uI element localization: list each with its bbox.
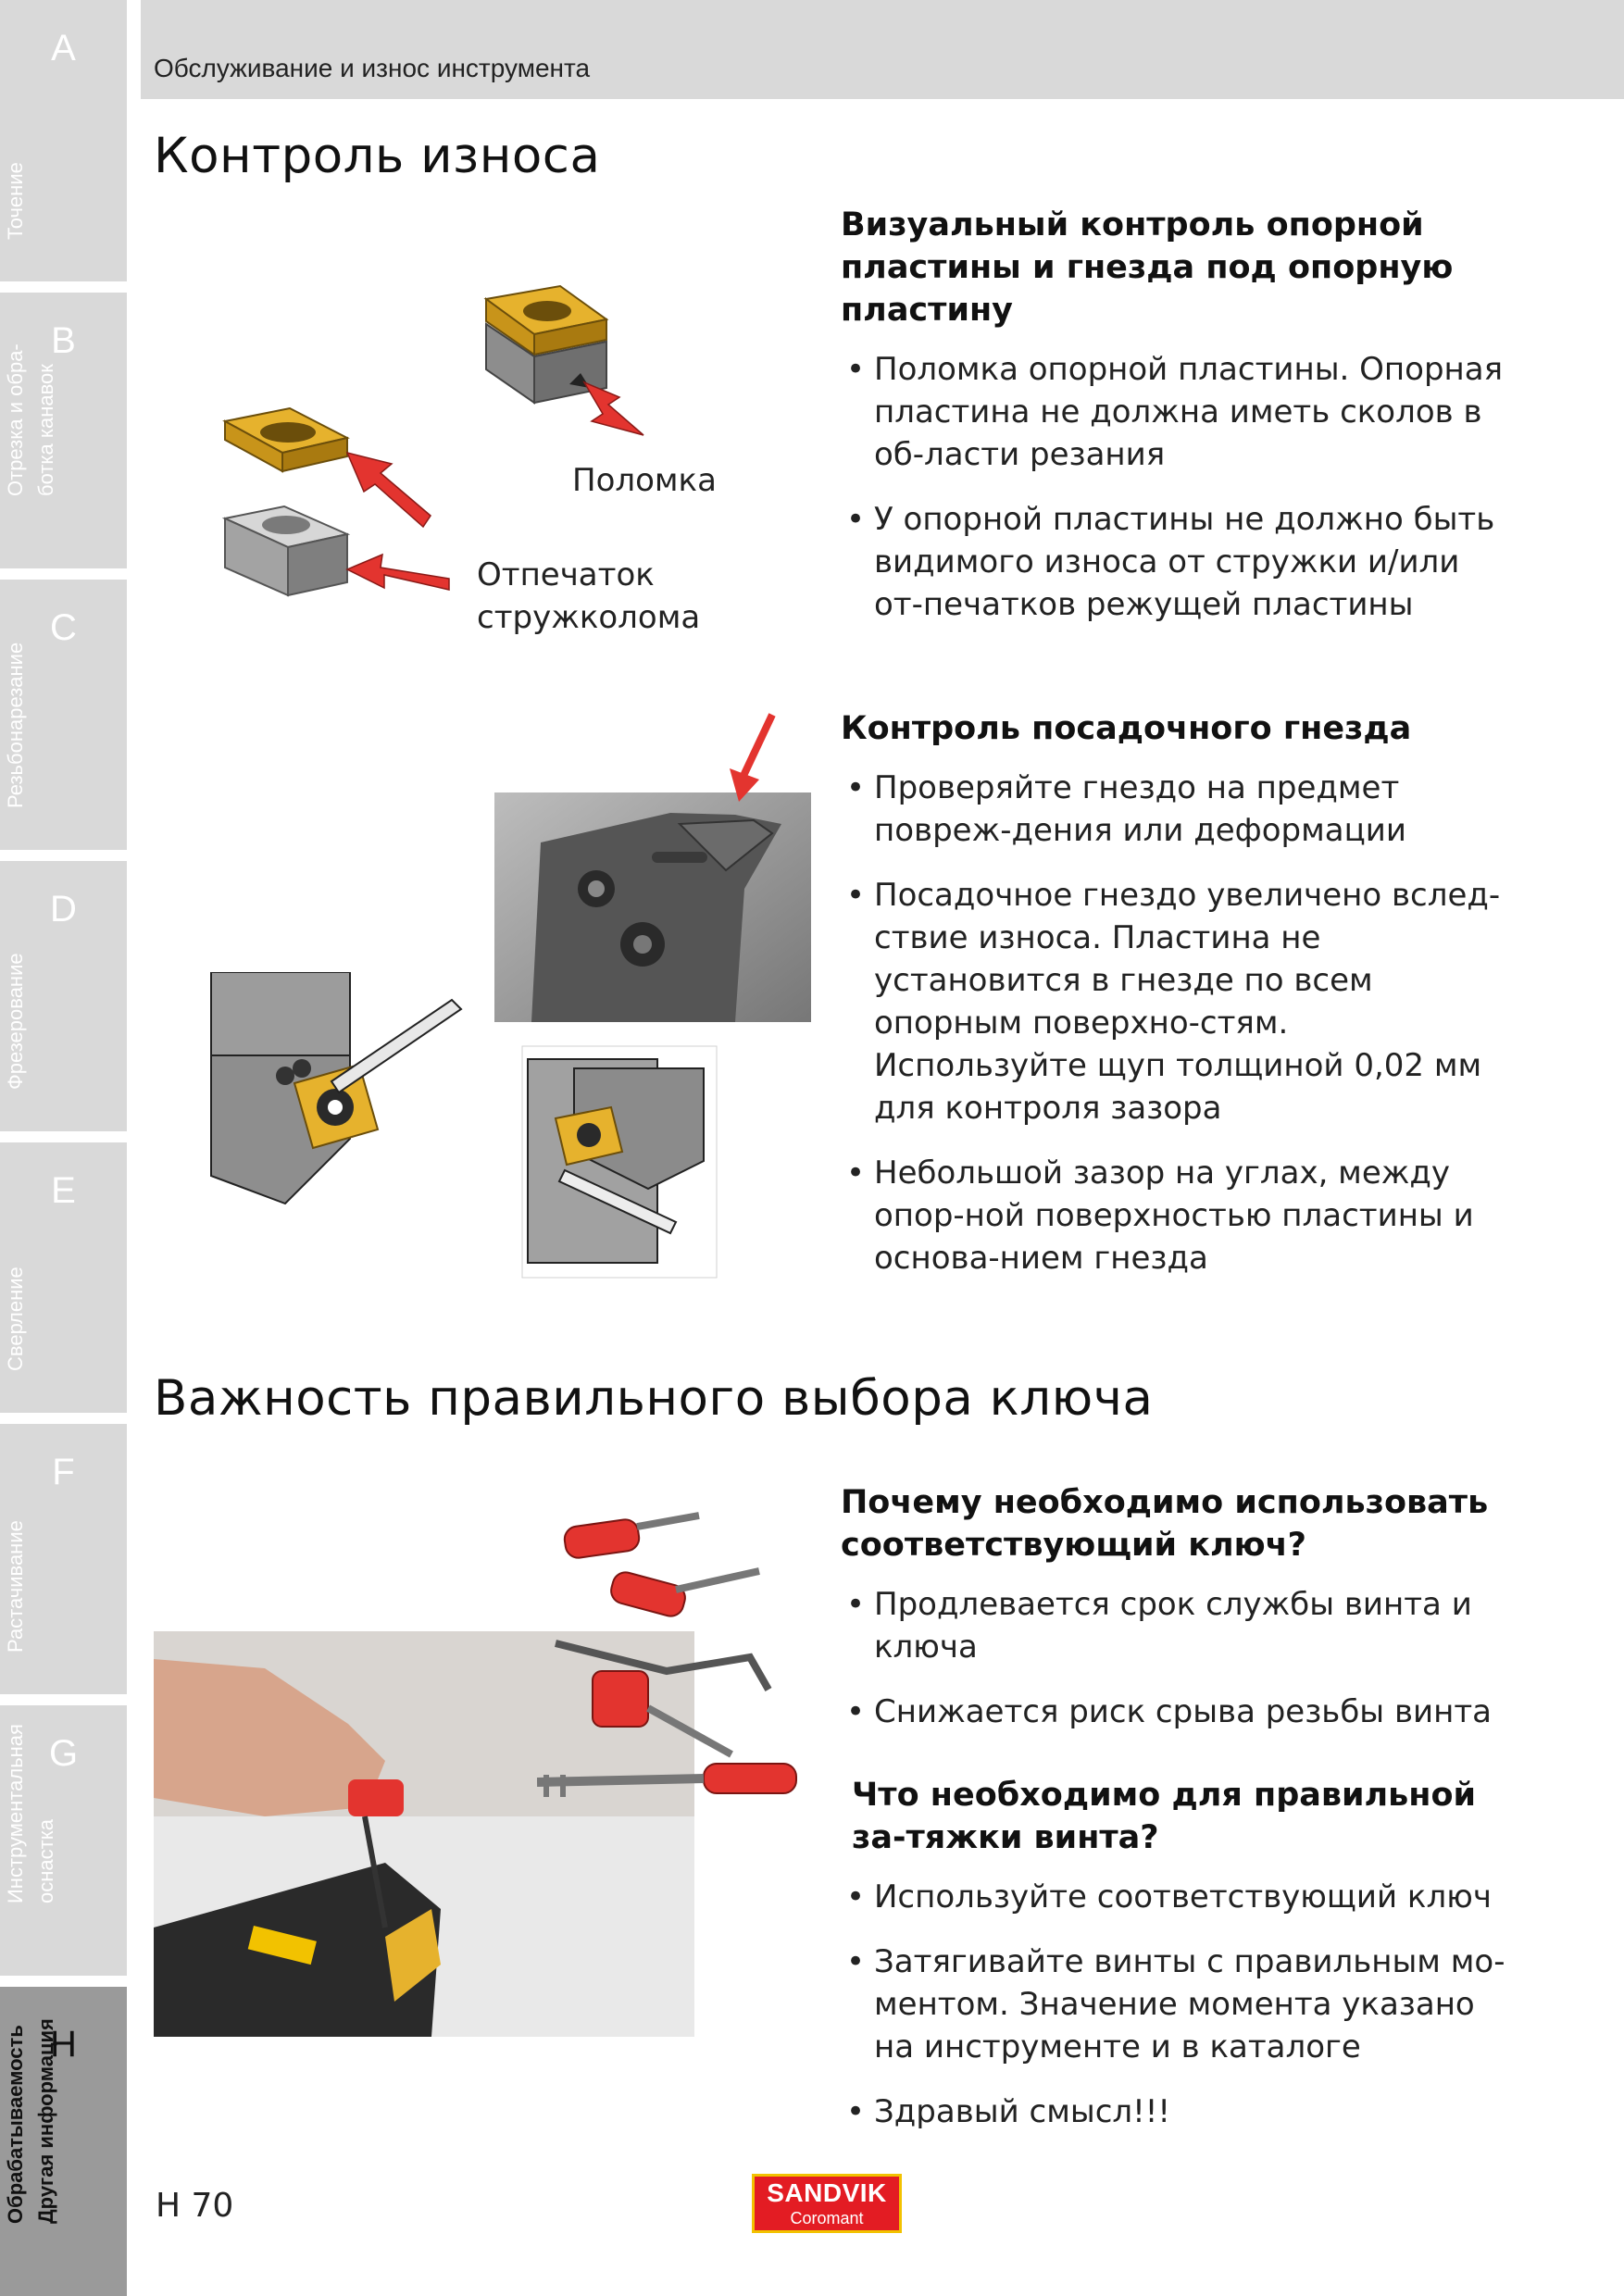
list-item: • Продлевается срок службы винта и ключа	[841, 1583, 1507, 1668]
caption-breakage: Поломка	[572, 462, 717, 499]
logo-line2: Coromant	[790, 2209, 864, 2227]
section-heading: Что необходимо для правильной за-тяжки винта?	[852, 1777, 1477, 1856]
page-number: H 70	[156, 2187, 234, 2225]
list-item: • Снижается риск срыва резьбы винта	[841, 1691, 1507, 1733]
tab-threading[interactable]	[0, 580, 127, 855]
caption-imprint-line1: Отпечаток	[477, 556, 655, 593]
tab-milling[interactable]	[0, 861, 127, 1137]
tab-letter: A	[51, 28, 76, 69]
tab-label: Растачивание	[4, 1520, 27, 1653]
tab-boring[interactable]	[0, 1424, 127, 1700]
pocket-inspection-section	[841, 707, 1507, 1302]
tab-label: Сверление	[4, 1267, 27, 1371]
list-item: • Затягивайте винты с правильным мо-ментом. Значение момента указано на инструменте и в каталоге	[841, 1940, 1518, 2068]
why-key-section	[841, 1481, 1507, 1755]
tab-letter: E	[51, 1170, 76, 1211]
tab-tooling-systems[interactable]	[0, 1705, 127, 1981]
section-heading: Почему необходимо использовать соответствующий ключ?	[841, 1484, 1489, 1564]
list-item: • У опорной пластины не должно быть видимого износа от стружки и/или от-печатков режущей пластины	[841, 498, 1507, 626]
tab-letter: D	[50, 889, 77, 930]
list-item: • Здравый смысл!!!	[841, 2090, 1518, 2133]
keys-illustration	[537, 1504, 824, 1819]
logo-line1: SANDVIK	[767, 2178, 887, 2207]
list-item: • Посадочное гнездо увеличено вслед-ствие износа. Пластина не установится в гнезде по всем опорным поверхно-стям. Используйте щуп толщиной 0,02 мм для контроля зазора	[841, 874, 1507, 1129]
tab-label: Отрезка и обра- ботка канавок	[4, 343, 57, 496]
tab-letter: B	[51, 320, 76, 361]
section-heading: Контроль посадочного гнезда	[841, 710, 1412, 747]
insert-pocket-photo	[494, 704, 811, 1022]
tab-label: Обрабатываемость Другая информация	[4, 2018, 57, 2224]
tab-label: Резьбонарезание	[4, 642, 27, 808]
sandvik-logo	[752, 2174, 902, 2233]
section-heading: Визуальный контроль опорной пластины и гнезда под опорную пластину	[841, 206, 1454, 329]
tab-drilling[interactable]	[0, 1142, 127, 1418]
tab-machinability-other[interactable]	[0, 1987, 127, 2296]
tab-label: Точение	[4, 162, 27, 240]
breadcrumb: Обслуживание и износ инструмента	[154, 54, 591, 82]
list-item: • Проверяйте гнездо на предмет повреж-дения или деформации	[841, 767, 1507, 852]
list-item: • Поломка опорной пластины. Опорная пластина не должна иметь сколов в об-ласти резания	[841, 348, 1507, 476]
tab-parting-grooving[interactable]	[0, 293, 127, 574]
tab-letter: C	[50, 607, 77, 648]
tab-label: Инструментальная оснастка	[4, 1724, 57, 1903]
list-item: • Небольшой зазор на углах, между опор-ной поверхностью пластины и основа-нием гнезда	[841, 1152, 1507, 1279]
section-title-key: Важность правильного выбора ключа	[154, 1370, 1154, 1427]
page-header	[141, 0, 1624, 99]
tab-letter: H	[50, 2024, 77, 2065]
tab-label: Фрезерование	[4, 953, 27, 1090]
tab-turning[interactable]	[0, 0, 127, 287]
tab-letter: G	[48, 1733, 79, 1774]
shim-inspection-section	[841, 204, 1507, 648]
section-title-wear: Контроль износа	[154, 128, 601, 184]
list-item: • Используйте соответствующий ключ	[841, 1876, 1518, 1918]
caption-imprint-line2: стружколома	[477, 599, 701, 636]
feeler-gauge-drawing-left	[193, 972, 470, 1213]
feeler-gauge-drawing-right	[518, 1041, 720, 1281]
tightening-section	[852, 1774, 1518, 2155]
tab-letter: F	[52, 1452, 75, 1492]
section-sidebar	[0, 0, 127, 2296]
